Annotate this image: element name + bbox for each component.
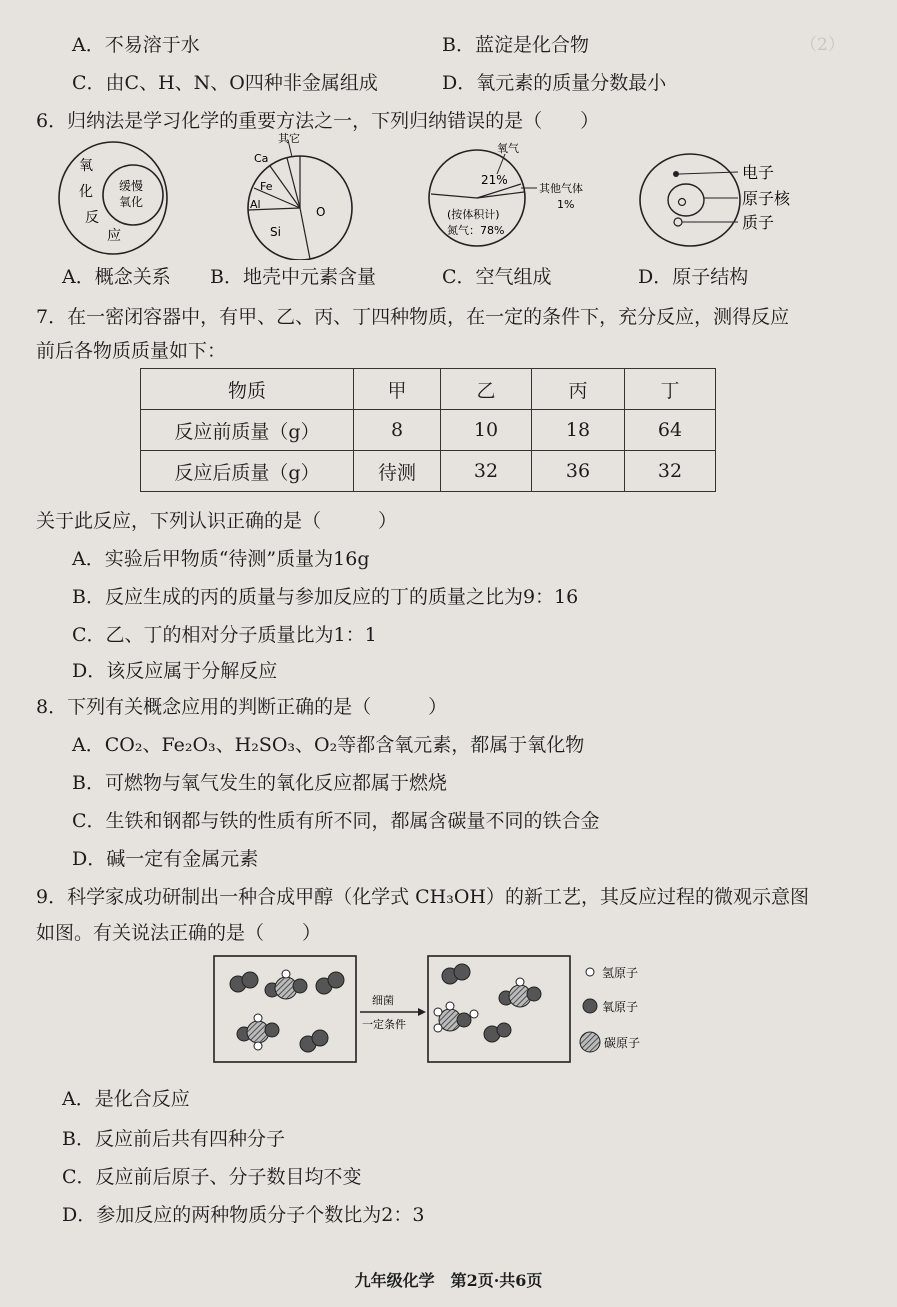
- atom-nucleus-label: 原子核: [742, 189, 791, 208]
- q6-stem: 6．归纳法是学习化学的重要方法之一，下列归纳错误的是（ ）: [36, 110, 600, 132]
- table-header-cell: 物质: [141, 369, 354, 410]
- table-cell: 反应前质量（g）: [141, 410, 354, 451]
- air-o2-label: 氧气: [497, 142, 519, 155]
- page-footer: 九年级化学 第2页·共6页: [354, 1271, 543, 1290]
- q8-option-a: A．CO₂、Fe₂O₃、H₂SO₃、O₂等都含氧元素，都属于氧化物: [72, 734, 585, 756]
- q9-option-b: B．反应前后共有四种分子: [62, 1128, 285, 1150]
- mass-table: [140, 368, 716, 492]
- pie-label-al: Al: [250, 198, 261, 211]
- concept-outer-char: 氧: [79, 158, 93, 174]
- table-row: [141, 410, 716, 451]
- table-row: [141, 451, 716, 492]
- carbon-legend-icon: [580, 1032, 600, 1052]
- co2-molecule: [265, 970, 307, 999]
- air-other-percent: 1%: [557, 198, 575, 211]
- q9-stem-line1: 9．科学家成功研制出一种合成甲醇（化学式 CH₃OH）的新工艺，其反应过程的微观示意图: [36, 886, 809, 908]
- table-cell: 反应后质量（g）: [141, 451, 354, 492]
- q7-option-c: C．乙、丁的相对分子质量比为1：1: [72, 624, 377, 646]
- arrow-label-bottom: 一定条件: [362, 1018, 406, 1031]
- table-cell: 36: [532, 451, 625, 492]
- concept-outer-char: 化: [79, 184, 93, 200]
- q9-option-a: A．是化合反应: [62, 1088, 190, 1110]
- air-note: (按体积计): [447, 208, 500, 221]
- q9-option-c: C．反应前后原子、分子数目均不变: [62, 1166, 362, 1188]
- q5-option-b: B．蓝淀是化合物: [442, 34, 589, 56]
- q9-option-d: D．参加反应的两种物质分子个数比为2：3: [62, 1204, 425, 1226]
- air-composition-pie: [425, 140, 605, 260]
- table-header-cell: 甲: [354, 369, 441, 410]
- legend-hydrogen: 氢原子: [602, 966, 639, 980]
- concept-outer-char: 应: [107, 228, 121, 244]
- q7-stem-line1: 7．在一密闭容器中，有甲、乙、丙、丁四种物质，在一定的条件下，充分反应，测得反应: [36, 306, 790, 328]
- q8-stem: 8．下列有关概念应用的判断正确的是（ ）: [36, 696, 448, 718]
- pie-label-ca: Ca: [254, 152, 269, 165]
- atom-proton-label: 质子: [742, 213, 775, 232]
- q9-stem-line2: 如图。有关说法正确的是（ ）: [36, 922, 322, 944]
- pie-label-o: O: [316, 205, 326, 219]
- concept-inner-text: 缓慢: [119, 179, 144, 193]
- hydrogen-legend-icon: [586, 968, 594, 976]
- h2-molecule: [316, 972, 344, 994]
- table-header-cell: 丁: [625, 369, 716, 410]
- h2-molecule: [442, 964, 470, 984]
- table-cell: 18: [532, 410, 625, 451]
- atom-electron-label: 电子: [742, 163, 775, 182]
- h2-molecule: [300, 1030, 328, 1052]
- concept-outer-char: 反: [85, 210, 99, 226]
- q6-caption-b: B．地壳中元素含量: [210, 266, 376, 288]
- q7-question: 关于此反应，下列认识正确的是（ ）: [36, 510, 398, 532]
- methanol-reaction-diagram: [210, 950, 680, 1070]
- table-cell: 32: [625, 451, 716, 492]
- q6-caption-d: D．原子结构: [638, 266, 749, 288]
- bleed-through-text: （2）: [800, 35, 845, 55]
- q6-caption-c: C．空气组成: [442, 266, 552, 288]
- q5-option-d: D．氧元素的质量分数最小: [442, 72, 667, 94]
- q8-option-b: B．可燃物与氧气发生的氧化反应都属于燃烧: [72, 772, 447, 794]
- co2-molecule: [499, 978, 541, 1007]
- q7-option-b: B．反应生成的丙的质量与参加反应的丁的质量之比为9：16: [72, 586, 579, 608]
- pie-label-fe: Fe: [260, 180, 273, 193]
- methanol-molecule: [434, 1002, 478, 1032]
- q6-caption-a: A．概念关系: [62, 266, 171, 288]
- q8-option-c: C．生铁和钢都与铁的性质有所不同，都属含碳量不同的铁合金: [72, 810, 600, 832]
- co2-molecule: [237, 1014, 279, 1050]
- table-header-cell: 丙: [532, 369, 625, 410]
- water-molecule: [484, 1023, 511, 1042]
- air-other-label: 其他气体: [539, 182, 583, 195]
- concept-relation-figure: [55, 140, 175, 260]
- air-o2-percent: 21%: [481, 173, 508, 187]
- arrow-label-top: 细菌: [372, 994, 394, 1007]
- q7-option-d: D．该反应属于分解反应: [72, 660, 278, 682]
- concept-inner-text: 氧化: [119, 195, 144, 209]
- table-header-row: [141, 369, 716, 410]
- air-n2-label: 氮气：78%: [447, 224, 505, 237]
- legend-oxygen: 氧原子: [602, 1000, 639, 1014]
- table-cell: 10: [441, 410, 532, 451]
- q7-stem-line2: 前后各物质质量如下：: [36, 340, 227, 362]
- q5-option-c: C．由C、H、N、O四种非金属组成: [72, 72, 378, 94]
- oxygen-legend-icon: [583, 999, 597, 1013]
- q7-option-a: A．实验后甲物质“待测”质量为16g: [72, 548, 370, 570]
- crust-elements-pie: [240, 130, 370, 260]
- legend-carbon: 碳原子: [604, 1036, 641, 1050]
- pie-label-other: 其它: [278, 132, 300, 145]
- table-cell: 8: [354, 410, 441, 451]
- h2-molecule: [230, 972, 258, 992]
- pie-label-si: Si: [270, 225, 281, 239]
- table-cell: 32: [441, 451, 532, 492]
- q8-option-d: D．碱一定有金属元素: [72, 848, 259, 870]
- table-cell: 待测: [354, 451, 441, 492]
- table-header-cell: 乙: [441, 369, 532, 410]
- atom-structure-figure: [638, 150, 838, 255]
- q5-option-a: A．不易溶于水: [72, 34, 200, 56]
- table-cell: 64: [625, 410, 716, 451]
